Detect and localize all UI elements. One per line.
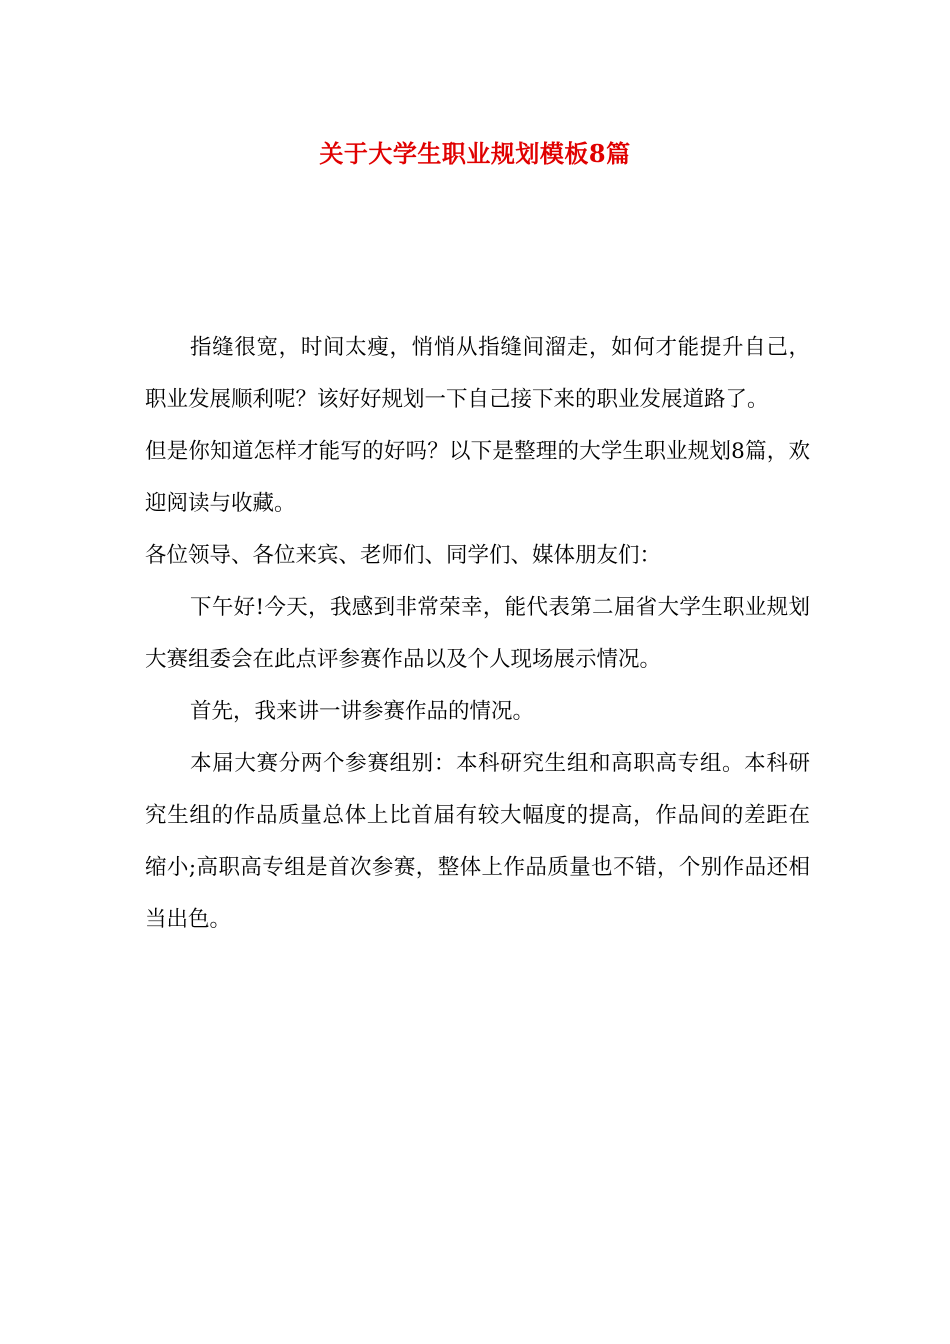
- paragraph-intro: 指缝很宽，时间太瘦，悄悄从指缝间溜走，如何才能提升自己，职业发展顺利呢？该好好规划一下自己接下来的职业发展道路了。: [145, 335, 810, 412]
- paragraph-greeting: 下午好!今天，我感到非常荣幸，能代表第二届省大学生职业规划大赛组委会在此点评参赛作品以及个人现场展示情况。: [145, 595, 810, 672]
- paragraph-salutation: 各位领导、各位来宾、老师们、同学们、媒体朋友们：: [145, 543, 662, 568]
- paragraph-question: 但是你知道怎样才能写的好吗？以下是整理的大学生职业规划8篇，欢迎阅读与收藏。: [145, 439, 810, 516]
- paragraph-groups: 本届大赛分两个参赛组别：本科研究生组和高职高专组。本科研究生组的作品质量总体上比首届有较大幅度的提高，作品间的差距在缩小;高职高专组是首次参赛，整体上作品质量也不错，个别作品还相当出色。: [145, 751, 810, 932]
- paragraph-first: 首先，我来讲一讲参赛作品的情况。: [190, 699, 535, 724]
- document-body: [145, 322, 810, 946]
- document-title: 关于大学生职业规划模板8篇: [319, 139, 631, 168]
